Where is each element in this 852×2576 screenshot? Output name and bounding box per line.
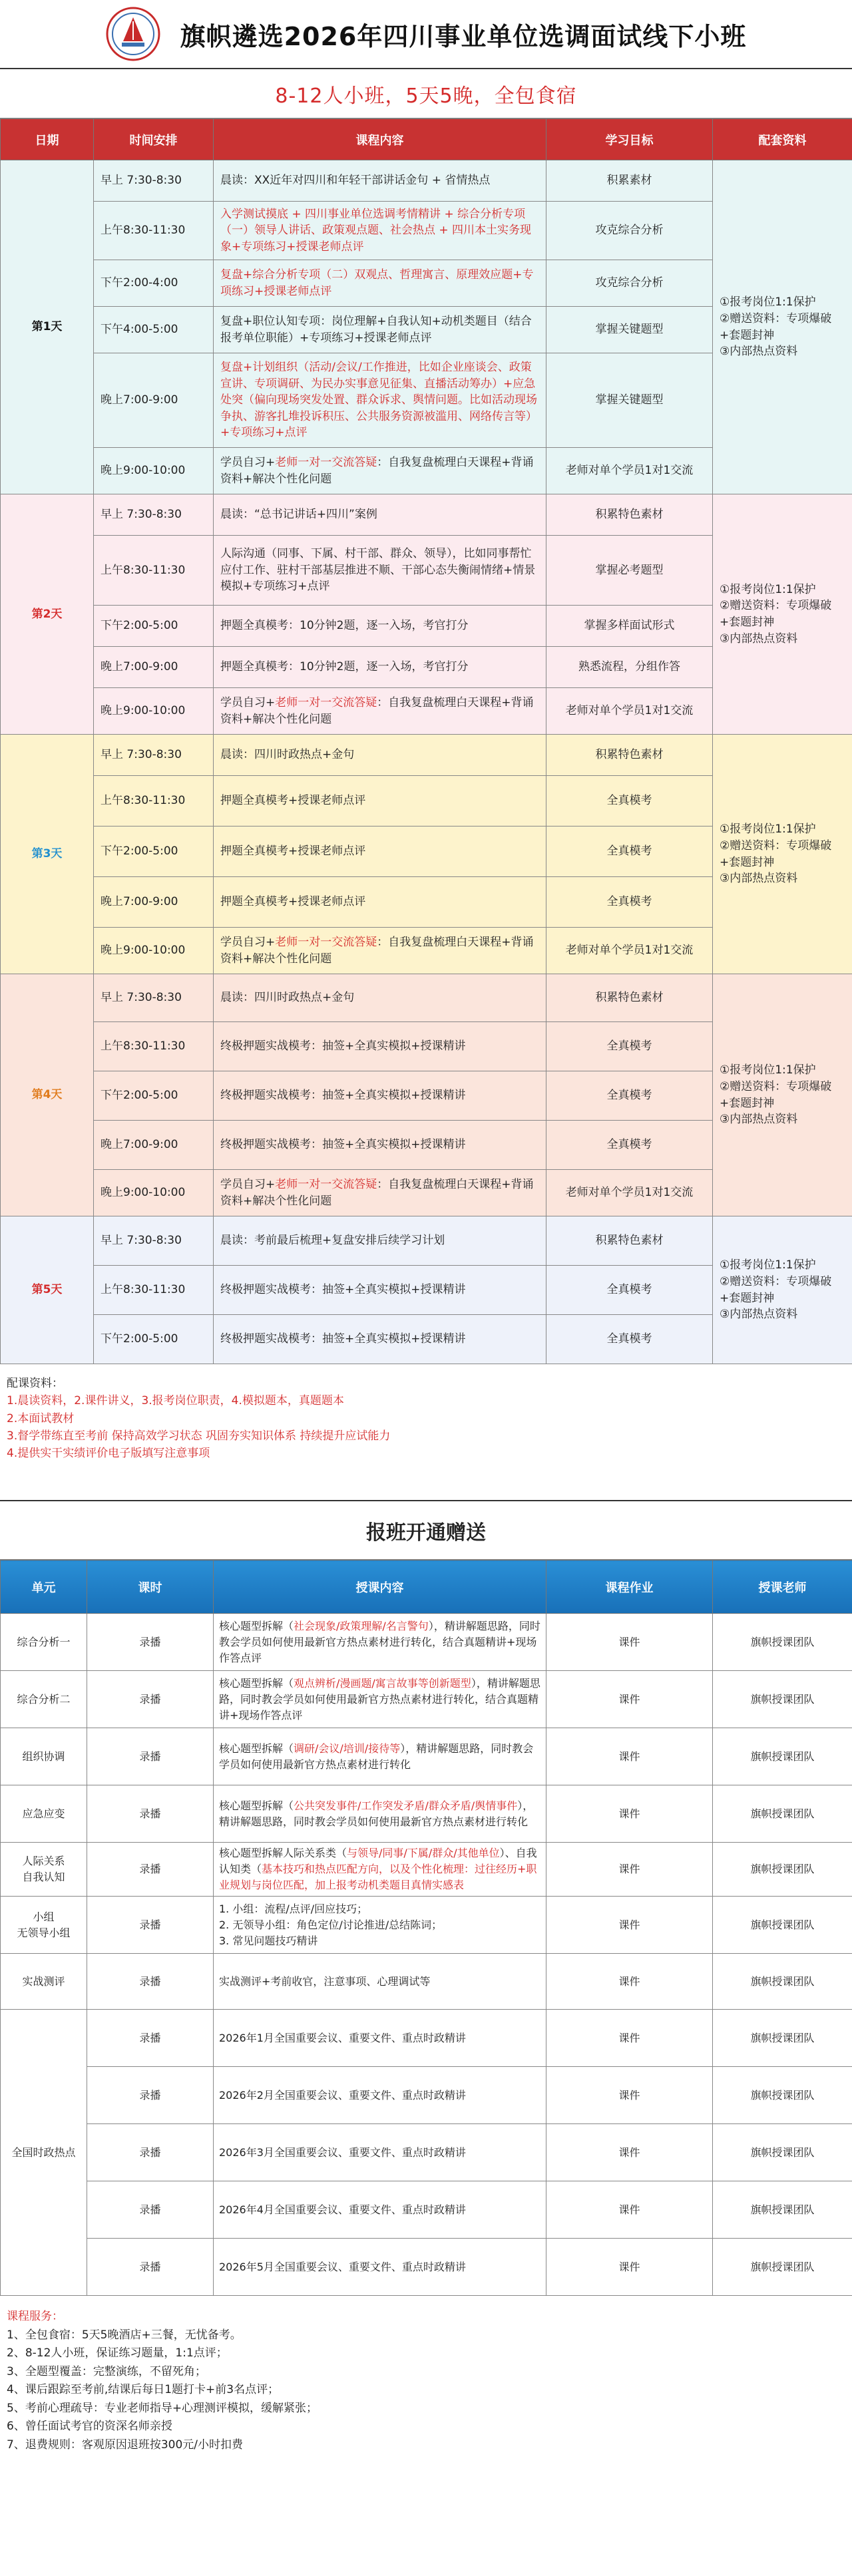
learning-goal: 积累特色素材: [546, 1216, 713, 1266]
hours: 录播: [87, 2010, 214, 2067]
learning-goal: 全真模考: [546, 1022, 713, 1071]
service-line: 2、8-12人小班，保证练习题量，1:1点评；: [7, 2346, 228, 2360]
highlight-text: 入学测试摸底 + 四川事业单位选调考情精讲 + 综合分析专项（一）领导人讲话、政策观点题、社会热点 + 四川本土实务现象+专项练习+授课老师点评: [220, 207, 532, 254]
gift-row: [1, 2010, 852, 2067]
homework: 课件: [546, 1843, 713, 1897]
hours: 录播: [87, 2067, 214, 2124]
course-content: [214, 1121, 546, 1170]
body-text: 押题全真模考+授课老师点评: [220, 794, 366, 808]
body-text: ：自我复盘梳理白天课程+背诵资料+解决个性化问题: [220, 1177, 534, 1208]
course-content: [214, 1170, 546, 1216]
homework: 课件: [546, 1614, 713, 1671]
unit-name: [1, 1785, 87, 1843]
gift-row: [1, 1785, 852, 1843]
course-content: [214, 1315, 546, 1364]
subtitle-bar: [0, 69, 852, 118]
hours: 录播: [87, 1843, 214, 1897]
column-header: 配套资料: [713, 119, 852, 160]
gift-table: [0, 1560, 852, 2296]
unit-name: [1, 1897, 87, 1954]
unit-name: [1, 1614, 87, 1671]
course-content: [214, 606, 546, 647]
body-text: 2026年1月全国重要会议、重要文件、重点时政精讲: [219, 2031, 466, 2044]
teacher: 旗帜授课团队: [713, 2181, 852, 2239]
lesson-content: [214, 1897, 546, 1954]
body-text: 押题全真模考：10分钟2题，逐一入场，考官打分: [220, 619, 469, 633]
course-content: [214, 1266, 546, 1315]
page-subtitle: 8-12人小班，5天5晚，全包食宿: [275, 84, 577, 108]
body-text: 2026年5月全国重要会议、重要文件、重点时政精讲: [219, 2260, 466, 2273]
materials-cell: [713, 974, 852, 1216]
body-text: 2026年4月全国重要会议、重要文件、重点时政精讲: [219, 2203, 466, 2216]
materials-cell: [713, 735, 852, 974]
column-header: 课程作业: [546, 1561, 713, 1614]
day-label: 第2天: [1, 494, 94, 735]
time-slot: 晚上7:00-9:00: [94, 877, 214, 928]
unit-text: 组织协调: [22, 1749, 65, 1763]
learning-goal: 攻克综合分析: [546, 202, 713, 260]
time-slot: 早上 7:30-8:30: [94, 974, 214, 1022]
course-content: [214, 974, 546, 1022]
time-slot: 下午2:00-5:00: [94, 606, 214, 647]
body-text: 晨读：“总书记讲话+四川”案例: [220, 508, 377, 522]
day-label: 第5天: [1, 1216, 94, 1364]
materials-text: ①报考岗位1:1保护 ②赠送资料：专项爆破+套题封神 ③内部热点资料: [720, 582, 832, 645]
gift-header-row: [1, 1561, 852, 1614]
course-content: [214, 688, 546, 735]
lesson-content: [214, 1728, 546, 1785]
body-text: ），精讲解题思路，同时教会学员如何使用最新官方热点素材进行转化，结合真题精讲+现场作答点评: [219, 1619, 540, 1664]
unit-name: [1, 1843, 87, 1897]
learning-goal: 积累特色素材: [546, 735, 713, 776]
unit-name: [1, 1728, 87, 1785]
gift-row: [1, 1843, 852, 1897]
body-text: 晨读：四川时政热点+金句: [220, 991, 355, 1005]
learning-goal: 老师对单个学员1对1交流: [546, 448, 713, 494]
gift-row: [1, 1954, 852, 2010]
notes-line: 2.本面试教材: [7, 1411, 75, 1425]
body-text: 核心题型拆解（: [219, 1619, 294, 1632]
materials-cell: [713, 494, 852, 735]
highlight-text: 社会现象/政策理解/名言警句: [294, 1619, 429, 1632]
materials-text: ①报考岗位1:1保护 ②赠送资料：专项爆破+套题封神 ③内部热点资料: [720, 295, 832, 359]
body-text: ：自我复盘梳理白天课程+背诵资料+解决个性化问题: [220, 935, 534, 966]
body-text: 核心题型拆解（: [219, 1742, 294, 1755]
hours: 录播: [87, 1728, 214, 1785]
teacher: 旗帜授课团队: [713, 1785, 852, 1843]
body-text: 学员自习+: [220, 695, 276, 709]
gift-row: [1, 2124, 852, 2181]
teacher: 旗帜授课团队: [713, 2124, 852, 2181]
body-text: 2026年2月全国重要会议、重要文件、重点时政精讲: [219, 2088, 466, 2102]
time-slot: 上午8:30-11:30: [94, 1266, 214, 1315]
homework: 课件: [546, 2067, 713, 2124]
highlight-text: 调研/会议/培训/接待等: [294, 1742, 401, 1755]
body-text: 复盘+职位认知专项：岗位理解+自我认知+动机类题目（结合报考单位职能）+专项练习+授课老师点评: [220, 314, 532, 345]
learning-goal: 全真模考: [546, 877, 713, 928]
homework: 课件: [546, 1785, 713, 1843]
time-slot: 上午8:30-11:30: [94, 776, 214, 827]
learning-goal: 熟悉流程，分组作答: [546, 647, 713, 688]
learning-goal: 全真模考: [546, 1121, 713, 1170]
hours: 录播: [87, 2239, 214, 2296]
body-text: 学员自习+: [220, 455, 276, 469]
body-text: 终极押题实战模考：抽签+全真实模拟+授课精讲: [220, 1332, 466, 1346]
homework: 课件: [546, 1728, 713, 1785]
materials-cell: [713, 1216, 852, 1364]
learning-goal: 老师对单个学员1对1交流: [546, 1170, 713, 1216]
body-text: 终极押题实战模考：抽签+全真实模拟+授课精讲: [220, 1283, 466, 1297]
time-slot: 上午8:30-11:30: [94, 536, 214, 606]
learning-goal: 掌握多样面试形式: [546, 606, 713, 647]
service-line: 1、全包食宿：5天5晚酒店+三餐，无忧备考。: [7, 2328, 242, 2342]
hours: 录播: [87, 1614, 214, 1671]
lesson-content: [214, 2067, 546, 2124]
unit-name: [1, 2010, 87, 2296]
body-text: 押题全真模考+授课老师点评: [220, 895, 366, 909]
body-text: 2026年3月全国重要会议、重要文件、重点时政精讲: [219, 2145, 466, 2159]
schedule-row: [1, 494, 852, 536]
time-slot: 早上 7:30-8:30: [94, 160, 214, 202]
teacher: 旗帜授课团队: [713, 2067, 852, 2124]
service-line: 5、考前心理疏导：专业老师指导+心理测评模拟，缓解紧张；: [7, 2401, 318, 2415]
body-text: ），精讲解题思路，同时教会学员如何使用最新官方热点素材进行转化: [219, 1799, 534, 1828]
lesson-content: [214, 1954, 546, 2010]
notes-line: 3.督学带练直至考前 保持高效学习状态 巩固夯实知识体系 持续提升应试能力: [7, 1429, 391, 1443]
gift-row: [1, 2067, 852, 2124]
service-line: 3、全题型覆盖：完整演练，不留死角；: [7, 2364, 206, 2378]
schedule-row: [1, 974, 852, 1022]
course-content: [214, 776, 546, 827]
schedule-row: [1, 735, 852, 776]
body-text: ），精讲解题思路，同时教会学员如何使用最新官方热点素材进行转化，结合真题精讲+现场作答点评: [219, 1676, 540, 1722]
time-slot: 早上 7:30-8:30: [94, 494, 214, 536]
body-text: 实战测评+考前收官，注意事项、心理调试等: [219, 1974, 431, 1988]
time-slot: 晚上7:00-9:00: [94, 353, 214, 448]
learning-goal: 积累特色素材: [546, 974, 713, 1022]
learning-goal: 全真模考: [546, 1266, 713, 1315]
course-service: [0, 2296, 852, 2466]
learning-goal: 积累素材: [546, 160, 713, 202]
teacher: 旗帜授课团队: [713, 1954, 852, 2010]
homework: 课件: [546, 1671, 713, 1728]
schedule-row: [1, 160, 852, 202]
body-text: 核心题型拆解人际关系类（: [219, 1847, 347, 1859]
course-content: [214, 448, 546, 494]
highlight-text: 老师一对一交流答疑: [275, 1177, 377, 1191]
homework: 课件: [546, 2124, 713, 2181]
notes-heading: 配课资料：: [7, 1377, 63, 1390]
learning-goal: 掌握必考题型: [546, 536, 713, 606]
schedule-table: [0, 118, 852, 1364]
learning-goal: 全真模考: [546, 776, 713, 827]
course-content: [214, 202, 546, 260]
highlight-text: 复盘+综合分析专项（二）双观点、哲理寓言、原理效应题+专项练习+授课老师点评: [220, 268, 534, 298]
lesson-content: [214, 1614, 546, 1671]
lesson-content: [214, 2239, 546, 2296]
materials-text: ①报考岗位1:1保护 ②赠送资料：专项爆破+套题封神 ③内部热点资料: [720, 1063, 832, 1127]
time-slot: 晚上9:00-10:00: [94, 1170, 214, 1216]
highlight-text: 公共突发事件/工作突发矛盾/群众矛盾/舆情事件: [294, 1799, 518, 1812]
body-text: ：自我复盘梳理白天课程+背诵资料+解决个性化问题: [220, 695, 534, 726]
hours: 录播: [87, 2124, 214, 2181]
body-text: 学员自习+: [220, 1177, 276, 1191]
teacher: 旗帜授课团队: [713, 2010, 852, 2067]
body-text: 晨读：XX近年对四川和年轻干部讲话金句 + 省情热点: [220, 174, 491, 188]
time-slot: 晚上9:00-10:00: [94, 448, 214, 494]
hours: 录播: [87, 1671, 214, 1728]
gift-section-title: 报班开通赠送: [0, 1501, 852, 1560]
homework: 课件: [546, 1954, 713, 2010]
body-text: 学员自习+: [220, 935, 276, 949]
body-text: 终极押题实战模考：抽签+全真实模拟+授课精讲: [220, 1039, 466, 1053]
time-slot: 下午2:00-5:00: [94, 1071, 214, 1121]
notes-line: 4.提供实干实绩评价电子版填写注意事项: [7, 1447, 210, 1461]
course-content: [214, 307, 546, 353]
course-content: [214, 647, 546, 688]
unit-name: [1, 1954, 87, 2010]
time-slot: 晚上7:00-9:00: [94, 1121, 214, 1170]
hours: 录播: [87, 2181, 214, 2239]
teacher: 旗帜授课团队: [713, 1671, 852, 1728]
course-content: [214, 928, 546, 974]
highlight-text: 老师一对一交流答疑: [275, 455, 377, 469]
page-header: [0, 0, 852, 69]
day-label: 第3天: [1, 735, 94, 974]
course-content: [214, 260, 546, 307]
gift-row: [1, 1728, 852, 1785]
body-text: 晨读：考前最后梳理+复盘安排后续学习计划: [220, 1234, 445, 1248]
service-line: 4、课后跟踪至考前,结课后每日1题打卡+前3名点评；: [7, 2383, 280, 2397]
column-header: 单元: [1, 1561, 87, 1614]
logo-emblem: [106, 7, 160, 61]
column-header: 授课老师: [713, 1561, 852, 1614]
highlight-text: 老师一对一交流答疑: [275, 695, 377, 709]
homework: 课件: [546, 2181, 713, 2239]
unit-text: 综合分析一: [17, 1635, 71, 1648]
body-text: ），精讲解题思路，同时教会学员如何使用最新官方热点素材进行转化: [219, 1742, 534, 1771]
course-content: [214, 735, 546, 776]
lesson-content: [214, 1785, 546, 1843]
time-slot: 上午8:30-11:30: [94, 1022, 214, 1071]
gift-row: [1, 2181, 852, 2239]
gift-row: [1, 1614, 852, 1671]
lesson-content: [214, 2010, 546, 2067]
body-text: 1. 小组：流程/点评/回应技巧； 2. 无领导小组：角色定位/讨论推进/总结陈词； 3. 常见问题技巧精讲: [219, 1902, 443, 1947]
time-slot: 下午2:00-4:00: [94, 260, 214, 307]
hours: 录播: [87, 1897, 214, 1954]
course-content: [214, 1022, 546, 1071]
learning-goal: 攻克综合分析: [546, 260, 713, 307]
column-header: 授课内容: [214, 1561, 546, 1614]
column-header: 学习目标: [546, 119, 713, 160]
learning-goal: 掌握关键题型: [546, 353, 713, 448]
learning-goal: 全真模考: [546, 1315, 713, 1364]
unit-text: 综合分析二: [17, 1692, 71, 1706]
course-content: [214, 494, 546, 536]
hours: 录播: [87, 1954, 214, 2010]
unit-text: 人际关系 自我认知: [22, 1855, 65, 1883]
day-label: 第1天: [1, 160, 94, 494]
materials-text: ①报考岗位1:1保护 ②赠送资料：专项爆破+套题封神 ③内部热点资料: [720, 823, 832, 886]
gift-row: [1, 1671, 852, 1728]
materials-notes: [0, 1364, 852, 1501]
column-header: 课时: [87, 1561, 214, 1614]
teacher: 旗帜授课团队: [713, 1843, 852, 1897]
column-header: 日期: [1, 119, 94, 160]
page-title: 旗帜遴选2026年四川事业单位选调面试线下小班: [180, 21, 747, 51]
homework: 课件: [546, 2010, 713, 2067]
highlight-text: 观点辨析/漫画题/寓言故事等创新题型: [294, 1676, 471, 1690]
unit-text: 应急应变: [22, 1807, 65, 1820]
homework: 课件: [546, 2239, 713, 2296]
body-text: 押题全真模考：10分钟2题，逐一入场，考官打分: [220, 660, 469, 674]
body-text: ：自我复盘梳理白天课程+背诵资料+解决个性化问题: [220, 455, 534, 486]
time-slot: 晚上9:00-10:00: [94, 688, 214, 735]
learning-goal: 老师对单个学员1对1交流: [546, 928, 713, 974]
body-text: 核心题型拆解（: [219, 1676, 294, 1690]
course-content: [214, 827, 546, 877]
learning-goal: 全真模考: [546, 1071, 713, 1121]
unit-text: 实战测评: [22, 1974, 65, 1988]
teacher: 旗帜授课团队: [713, 1614, 852, 1671]
body-text: 人际沟通（同事、下属、村干部、群众、领导），比如同事帮忙应付工作、驻村干部基层推进不顺、干部心态失衡闹情绪+情景模拟+专项练习+点评: [220, 547, 536, 594]
teacher: 旗帜授课团队: [713, 1897, 852, 1954]
lesson-content: [214, 2124, 546, 2181]
highlight-text: 基本技巧和热点匹配方向，以及个性化梳理：过往经历+职业规划与岗位匹配，加上报考动机类题目真情实感表: [219, 1863, 537, 1891]
learning-goal: 老师对单个学员1对1交流: [546, 688, 713, 735]
course-content: [214, 160, 546, 202]
unit-text: 全国时政热点: [11, 2145, 76, 2159]
course-content: [214, 536, 546, 606]
body-text: 终极押题实战模考：抽签+全真实模拟+授课精讲: [220, 1089, 466, 1103]
column-header: 课程内容: [214, 119, 546, 160]
learning-goal: 全真模考: [546, 827, 713, 877]
lesson-content: [214, 1671, 546, 1728]
unit-name: [1, 1671, 87, 1728]
column-header: 时间安排: [94, 119, 214, 160]
unit-text: 小组 无领导小组: [17, 1910, 71, 1939]
lesson-content: [214, 2181, 546, 2239]
course-content: [214, 877, 546, 928]
gift-row: [1, 1897, 852, 1954]
time-slot: 下午4:00-5:00: [94, 307, 214, 353]
time-slot: 早上 7:30-8:30: [94, 735, 214, 776]
time-slot: 晚上7:00-9:00: [94, 647, 214, 688]
time-slot: 晚上9:00-10:00: [94, 928, 214, 974]
materials-cell: [713, 160, 852, 494]
learning-goal: 掌握关键题型: [546, 307, 713, 353]
learning-goal: 积累特色素材: [546, 494, 713, 536]
body-text: 押题全真模考+授课老师点评: [220, 844, 366, 858]
day-label: 第4天: [1, 974, 94, 1216]
body-text: 核心题型拆解（: [219, 1799, 294, 1812]
schedule-header-row: [1, 119, 852, 160]
gift-row: [1, 2239, 852, 2296]
time-slot: 上午8:30-11:30: [94, 202, 214, 260]
body-text: 终极押题实战模考：抽签+全真实模拟+授课精讲: [220, 1138, 466, 1152]
materials-text: ①报考岗位1:1保护 ②赠送资料：专项爆破+套题封神 ③内部热点资料: [720, 1258, 832, 1322]
course-content: [214, 353, 546, 448]
service-line: 7、退费规则：客观原因退班按300元/小时扣费: [7, 2438, 243, 2452]
body-text: ）、自我认知类（: [219, 1847, 537, 1875]
body-text: 晨读：四川时政热点+金句: [220, 748, 355, 762]
service-line: 6、曾任面试考官的资深名师亲授: [7, 2420, 172, 2434]
course-content: [214, 1216, 546, 1266]
time-slot: 下午2:00-5:00: [94, 827, 214, 877]
teacher: 旗帜授课团队: [713, 1728, 852, 1785]
time-slot: 下午2:00-5:00: [94, 1315, 214, 1364]
notes-line: 1.晨读资料，2.课件讲义，3.报考岗位职责，4.模拟题本，真题题本: [7, 1394, 344, 1408]
highlight-text: 复盘+计划组织（活动/会议/工作推进，比如企业座谈会、政策宣讲、专项调研、为民办实事意见征集、直播活动筹办）+应急处突（偏向现场突发处置、群众诉求、舆情问题。比如活动现场争执、游客扎堆投诉积压、公共服务资源被滥用、网络传言等）+专项练习+点评: [220, 360, 537, 440]
course-content: [214, 1071, 546, 1121]
time-slot: 早上 7:30-8:30: [94, 1216, 214, 1266]
homework: 课件: [546, 1897, 713, 1954]
teacher: 旗帜授课团队: [713, 2239, 852, 2296]
lesson-content: [214, 1843, 546, 1897]
highlight-text: 与领导/同事/下属/群众/其他单位: [347, 1847, 500, 1859]
hours: 录播: [87, 1785, 214, 1843]
schedule-row: [1, 1216, 852, 1266]
service-heading: 课程服务：: [7, 2310, 63, 2323]
highlight-text: 老师一对一交流答疑: [275, 935, 377, 949]
